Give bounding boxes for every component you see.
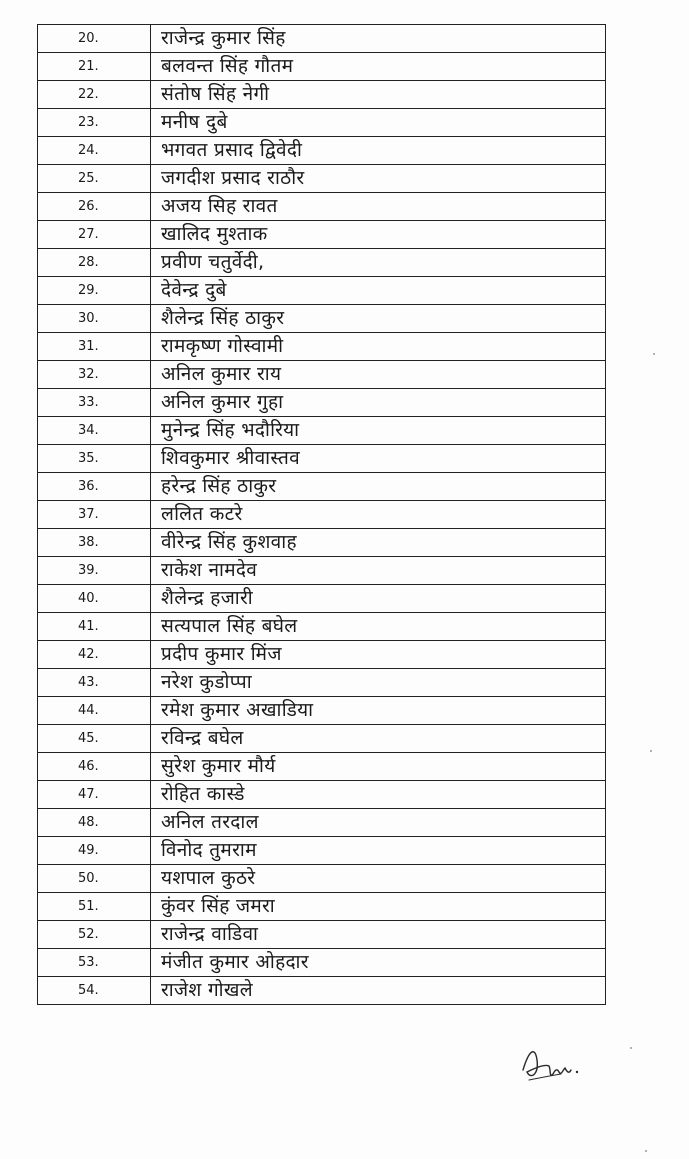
table-row [38, 81, 606, 109]
row-number: 50. [38, 865, 151, 893]
person-name: कुंवर सिंह जमरा [151, 893, 606, 921]
row-number: 34. [38, 417, 151, 445]
person-name: रामकृष्ण गोस्वामी [151, 333, 606, 361]
row-number: 27. [38, 221, 151, 249]
table-row [38, 25, 606, 53]
table-row [38, 305, 606, 333]
table-row [38, 837, 606, 865]
table-row [38, 641, 606, 669]
table-row [38, 221, 606, 249]
row-number: 52. [38, 921, 151, 949]
row-number: 33. [38, 389, 151, 417]
table-row [38, 137, 606, 165]
row-number: 44. [38, 697, 151, 725]
person-name: मनीष दुबे [151, 109, 606, 137]
table-row [38, 165, 606, 193]
person-name: राजेन्द्र कुमार सिंह [151, 25, 606, 53]
row-number: 25. [38, 165, 151, 193]
person-name: शिवकुमार श्रीवास्तव [151, 445, 606, 473]
person-name: बलवन्त सिंह गौतम [151, 53, 606, 81]
person-name: राजेश गोखले [151, 977, 606, 1005]
row-number: 24. [38, 137, 151, 165]
row-number: 42. [38, 641, 151, 669]
row-number: 38. [38, 529, 151, 557]
person-name: राजेन्द्र वाडिवा [151, 921, 606, 949]
row-number: 37. [38, 501, 151, 529]
row-number: 21. [38, 53, 151, 81]
table-row [38, 613, 606, 641]
table-row [38, 725, 606, 753]
table-row [38, 949, 606, 977]
table-row [38, 977, 606, 1005]
table-row [38, 557, 606, 585]
person-name: अनिल कुमार गुहा [151, 389, 606, 417]
table-row [38, 109, 606, 137]
row-number: 28. [38, 249, 151, 277]
handwritten-signature [515, 1040, 587, 1090]
table-row [38, 473, 606, 501]
row-number: 41. [38, 613, 151, 641]
table-row [38, 893, 606, 921]
person-name: अनिल कुमार राय [151, 361, 606, 389]
row-number: 32. [38, 361, 151, 389]
person-name: शैलेन्द्र सिंह ठाकुर [151, 305, 606, 333]
table-row [38, 585, 606, 613]
person-name: सुरेश कुमार मौर्य [151, 753, 606, 781]
row-number: 43. [38, 669, 151, 697]
row-number: 30. [38, 305, 151, 333]
person-name: रविन्द्र बघेल [151, 725, 606, 753]
row-number: 51. [38, 893, 151, 921]
row-number: 23. [38, 109, 151, 137]
table-row [38, 921, 606, 949]
paper-speck [645, 1150, 647, 1152]
row-number: 45. [38, 725, 151, 753]
row-number: 49. [38, 837, 151, 865]
person-name: रमेश कुमार अखाडिया [151, 697, 606, 725]
person-name: वीरेन्द्र सिंह कुशवाह [151, 529, 606, 557]
person-name: शैलेन्द्र हजारी [151, 585, 606, 613]
table-row [38, 809, 606, 837]
person-name: मंजीत कुमार ओहदार [151, 949, 606, 977]
person-name: देवेन्द्र दुबे [151, 277, 606, 305]
person-name: जगदीश प्रसाद राठौर [151, 165, 606, 193]
table-row [38, 781, 606, 809]
names-table-body [38, 25, 606, 1005]
row-number: 54. [38, 977, 151, 1005]
row-number: 48. [38, 809, 151, 837]
table-row [38, 501, 606, 529]
table-row [38, 277, 606, 305]
row-number: 39. [38, 557, 151, 585]
person-name: नरेश कुडोप्पा [151, 669, 606, 697]
paper-speck [630, 1047, 632, 1049]
person-name: अजय सिह रावत [151, 193, 606, 221]
row-number: 36. [38, 473, 151, 501]
person-name: प्रदीप कुमार मिंज [151, 641, 606, 669]
table-row [38, 445, 606, 473]
person-name: यशपाल कुठरे [151, 865, 606, 893]
table-row [38, 53, 606, 81]
row-number: 35. [38, 445, 151, 473]
person-name: संतोष सिंह नेगी [151, 81, 606, 109]
row-number: 22. [38, 81, 151, 109]
person-name: प्रवीण चतुर्वेदी, [151, 249, 606, 277]
person-name: रोहित कास्डे [151, 781, 606, 809]
row-number: 29. [38, 277, 151, 305]
table-row [38, 529, 606, 557]
table-row [38, 417, 606, 445]
table-row [38, 249, 606, 277]
table-row [38, 753, 606, 781]
paper-speck [650, 750, 652, 752]
names-table [37, 24, 606, 1005]
person-name: ललित कटरे [151, 501, 606, 529]
row-number: 47. [38, 781, 151, 809]
person-name: सत्यपाल सिंह बघेल [151, 613, 606, 641]
person-name: अनिल तरदाल [151, 809, 606, 837]
table-row [38, 669, 606, 697]
table-row [38, 697, 606, 725]
paper-speck [653, 353, 655, 355]
row-number: 53. [38, 949, 151, 977]
person-name: खालिद मुश्ताक [151, 221, 606, 249]
person-name: मुनेन्द्र सिंह भदौरिया [151, 417, 606, 445]
person-name: भगवत प्रसाद द्विवेदी [151, 137, 606, 165]
table-row [38, 193, 606, 221]
person-name: विनोद तुमराम [151, 837, 606, 865]
person-name: हरेन्द्र सिंह ठाकुर [151, 473, 606, 501]
row-number: 20. [38, 25, 151, 53]
person-name: राकेश नामदेव [151, 557, 606, 585]
row-number: 26. [38, 193, 151, 221]
row-number: 46. [38, 753, 151, 781]
row-number: 31. [38, 333, 151, 361]
table-row [38, 333, 606, 361]
table-row [38, 389, 606, 417]
row-number: 40. [38, 585, 151, 613]
table-row [38, 361, 606, 389]
table-row [38, 865, 606, 893]
